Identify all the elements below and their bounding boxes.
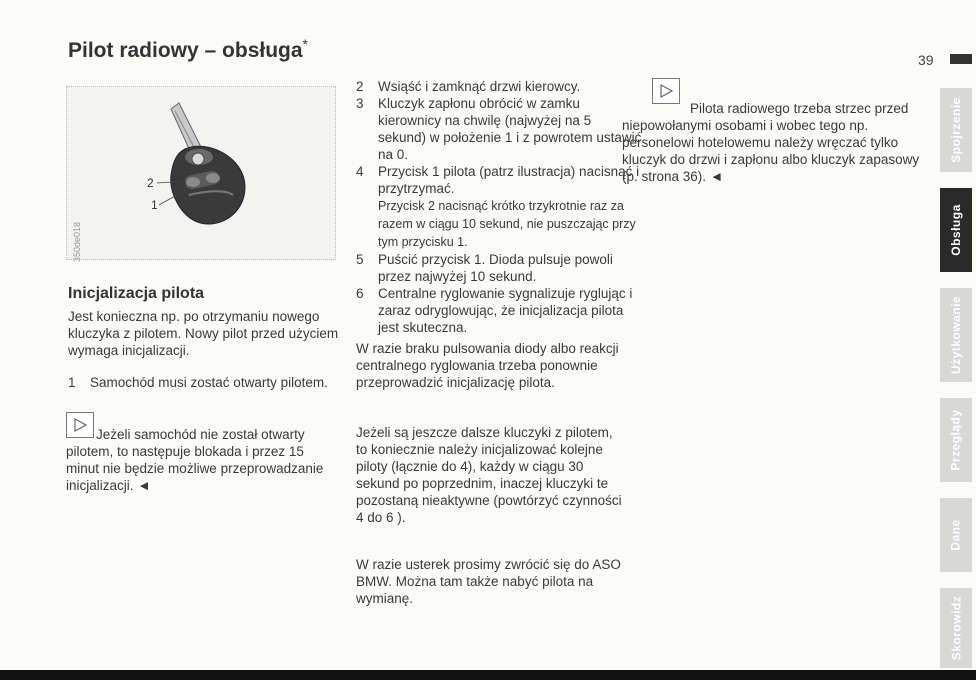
section-tabs — [940, 88, 972, 668]
bottom-edge — [0, 670, 976, 680]
tab-dane[interactable]: Dane — [940, 498, 972, 572]
note-blocked: Jeżeli samochód nie został otwarty pilotem, to następuje blokada i przez 15 minut nie będzie możliwe przeprowadzanie inicjalizacji. ◄ — [66, 427, 324, 493]
key-figure — [66, 86, 336, 260]
tab-spojrzenie[interactable]: Spojrzenie — [940, 88, 972, 172]
paragraph-more-keys: Jeżeli są jeszcze dalsze kluczyki z pilotem, to koniecznie należy inicjalizować kolejne piloty (łącznie do 4), każdy w ciągu 30 sekund po poprzednim, inaczej kluczyki te pozostaną nieaktywne (powtórzyć czynności 4 do 6 ). — [356, 425, 622, 525]
note-security: Pilota radiowego trzeba strzec przed niepowołanymi osobami i wobec tego np. personelowi hotelowemu należy wręczać tylko kluczyk do drzwi i zapłonu albo kluczyk zapasowy (p. strona 36). ◄ — [622, 101, 920, 184]
step-4: 4 Przycisk 1 pilota (patrz ilustracja) nacisnąć i przytrzymać. Przycisk 2 nacisnąć krótko trzykrotnie raz za razem w ciągu 10 sekund, nie puszczając przy tym przycisku 1. — [356, 164, 640, 249]
figure-label-1: 1 — [151, 198, 158, 212]
paragraph-no-pulse: W razie braku pulsowania diody albo reakcji centralnego ryglowania trzeba ponownie przeprowadzić inicjalizację pilota. — [356, 341, 619, 390]
title-asterisk: * — [302, 36, 308, 52]
tab-przeglady[interactable]: Przeglądy — [940, 398, 972, 482]
figure-code: 350de018 — [72, 221, 82, 262]
page-title: Pilot radiowy – obsługa* — [68, 36, 308, 62]
step-text: Samochód musi zostać otwarty pilotem. — [90, 375, 328, 390]
section-heading: Inicjalizacja pilota — [68, 285, 205, 302]
step-3: 3 Kluczyk zapłonu obrócić w zamku kierownicy na chwilę (najwyżej na 5 sekund) w położenie 1 i z powrotem ustawić na 0. — [356, 96, 642, 162]
key-fob — [171, 146, 245, 224]
step-number: 1 — [68, 375, 76, 390]
step-4-sub: Przycisk 2 nacisnąć krótko trzykrotnie raz za razem w ciągu 10 sekund, nie puszczając przy tym przycisku 1. — [378, 199, 636, 249]
page-marker-bar — [950, 54, 972, 64]
page-number: 39 — [918, 52, 934, 68]
step-6: 6 Centralne ryglowanie sygnalizuje ryglując i zaraz odryglowując, że inicjalizacja pilota jest skuteczna. — [356, 286, 633, 335]
tab-skorowidz[interactable]: Skorowidz — [940, 588, 972, 668]
step-5: 5 Puścić przycisk 1. Dioda pulsuje powoli przez najwyżej 10 sekund. — [356, 252, 613, 284]
tab-obsluga[interactable]: Obsługa — [940, 188, 972, 272]
figure-label-2: 2 — [147, 176, 154, 190]
key-blade — [171, 103, 201, 153]
paragraph-service: W razie usterek prosimy zwrócić się do ASO BMW. Można tam także nabyć pilota na wymianę. — [356, 557, 621, 606]
end-mark: ◄ — [137, 478, 151, 493]
steps-list — [356, 78, 642, 336]
key-remote-illustration — [67, 87, 335, 259]
step-1 — [68, 374, 346, 391]
step-2: 2 Wsiąść i zamknąć drzwi kierowcy. — [356, 79, 581, 94]
intro-paragraph: Jest konieczna np. po otrzymaniu nowego kluczyka z pilotem. Nowy pilot przed użyciem wymaga inicjalizacji. — [68, 309, 339, 358]
tab-uzytkowanie[interactable]: Użytkowanie — [940, 288, 972, 382]
end-mark-right: ◄ — [709, 169, 724, 184]
